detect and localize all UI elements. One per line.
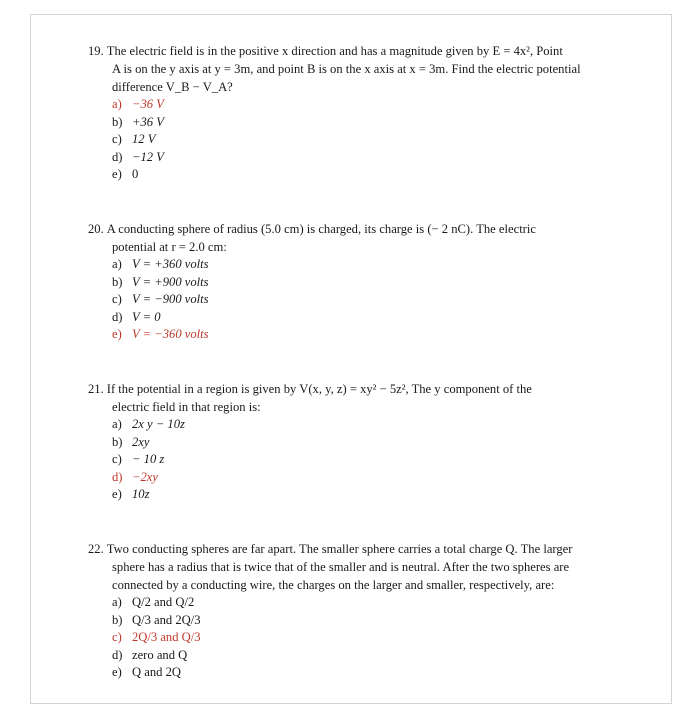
option-letter: a)	[112, 97, 122, 111]
option-e	[112, 326, 618, 344]
option-text: V = 0	[132, 309, 161, 324]
option-letter: c)	[112, 630, 122, 645]
option-letter: c)	[112, 132, 122, 147]
question-22	[88, 540, 618, 682]
option-text: −12 V	[132, 149, 164, 164]
question-stem	[88, 540, 618, 594]
stem-line: Two conducting spheres are far apart. The smaller sphere carries a total charge Q. The larger	[106, 542, 573, 556]
option-letter: d)	[112, 309, 123, 324]
stem-line: sphere has a radius that is twice that of the smaller and is neutral. After the two spheres are	[112, 560, 570, 574]
question-20	[88, 220, 618, 344]
option-d	[112, 647, 618, 665]
option-text: 2xy	[132, 434, 150, 449]
option-letter: b)	[112, 612, 123, 627]
option-text: +36 V	[132, 114, 164, 129]
option-text: −2xy	[132, 469, 158, 484]
question-stem	[88, 220, 618, 256]
option-letter: d)	[112, 469, 123, 484]
option-letter: c)	[112, 292, 122, 307]
option-c	[112, 291, 618, 309]
option-text: V = −360 volts	[132, 327, 209, 342]
option-b	[112, 114, 618, 132]
option-text: 2x y − 10z	[132, 417, 185, 431]
option-text: V = −900 volts	[132, 292, 209, 307]
option-letter: b)	[112, 434, 123, 449]
stem-line: If the potential in a region is given by V(x, y, z) = xy² − 5z², The y component of the	[106, 382, 532, 396]
option-text: 2Q/3 and Q/3	[132, 630, 201, 645]
option-a	[112, 256, 618, 274]
stem-line: A conducting sphere of radius (5.0 cm) is charged, its charge is (− 2 nC). The electric	[106, 222, 536, 236]
option-a	[112, 594, 618, 612]
question-number: 19.	[88, 44, 104, 58]
option-letter: a)	[112, 257, 122, 271]
option-text: V = +360 volts	[132, 257, 209, 271]
stem-line: A is on the y axis at y = 3m, and point B is on the x axis at x = 3m. Find the electric potential	[112, 62, 581, 76]
option-b	[112, 274, 618, 292]
option-list	[88, 416, 618, 504]
option-text: 12 V	[132, 132, 156, 147]
question-stem	[88, 380, 618, 416]
option-text: V = +900 volts	[132, 274, 209, 289]
question-21	[88, 380, 618, 504]
option-letter: e)	[112, 487, 122, 502]
question-number: 22.	[88, 542, 104, 556]
stem-line: connected by a conducting wire, the charges on the larger and smaller, respectively, are:	[112, 578, 555, 592]
option-text: zero and Q	[132, 647, 188, 662]
option-d	[112, 149, 618, 167]
option-a	[112, 96, 618, 114]
option-list	[88, 594, 618, 682]
option-letter: b)	[112, 274, 123, 289]
option-letter: b)	[112, 114, 123, 129]
option-letter: e)	[112, 327, 122, 342]
option-b	[112, 434, 618, 452]
question-number: 21.	[88, 382, 104, 396]
option-d	[112, 309, 618, 327]
option-letter: e)	[112, 665, 122, 680]
stem-line: electric field in that region is:	[112, 400, 261, 414]
stem-line: potential at r = 2.0 cm:	[112, 240, 227, 254]
option-text: Q/3 and 2Q/3	[132, 612, 201, 627]
option-d	[112, 469, 618, 487]
option-a	[112, 416, 618, 434]
question-19	[88, 42, 618, 184]
stem-line: The electric field is in the positive x direction and has a magnitude given by E = 4x², Point	[106, 44, 563, 58]
option-list	[88, 96, 618, 184]
option-letter: d)	[112, 149, 123, 164]
option-c	[112, 131, 618, 149]
option-text: Q/2 and Q/2	[132, 595, 195, 609]
option-letter: a)	[112, 595, 122, 609]
option-letter: d)	[112, 647, 123, 662]
question-stem	[88, 42, 618, 96]
option-e	[112, 664, 618, 682]
option-c	[112, 451, 618, 469]
option-text: 0	[132, 167, 139, 182]
option-e	[112, 486, 618, 504]
stem-line: difference V_B − V_A?	[112, 80, 233, 94]
option-letter: a)	[112, 417, 122, 431]
option-text: − 10 z	[132, 452, 165, 467]
option-letter: c)	[112, 452, 122, 467]
option-letter: e)	[112, 167, 122, 182]
option-text: −36 V	[132, 97, 164, 111]
option-list	[88, 256, 618, 344]
option-text: Q and 2Q	[132, 665, 181, 680]
question-number: 20.	[88, 222, 104, 236]
option-c	[112, 629, 618, 647]
option-text: 10z	[132, 487, 150, 502]
option-b	[112, 612, 618, 630]
option-e	[112, 166, 618, 184]
